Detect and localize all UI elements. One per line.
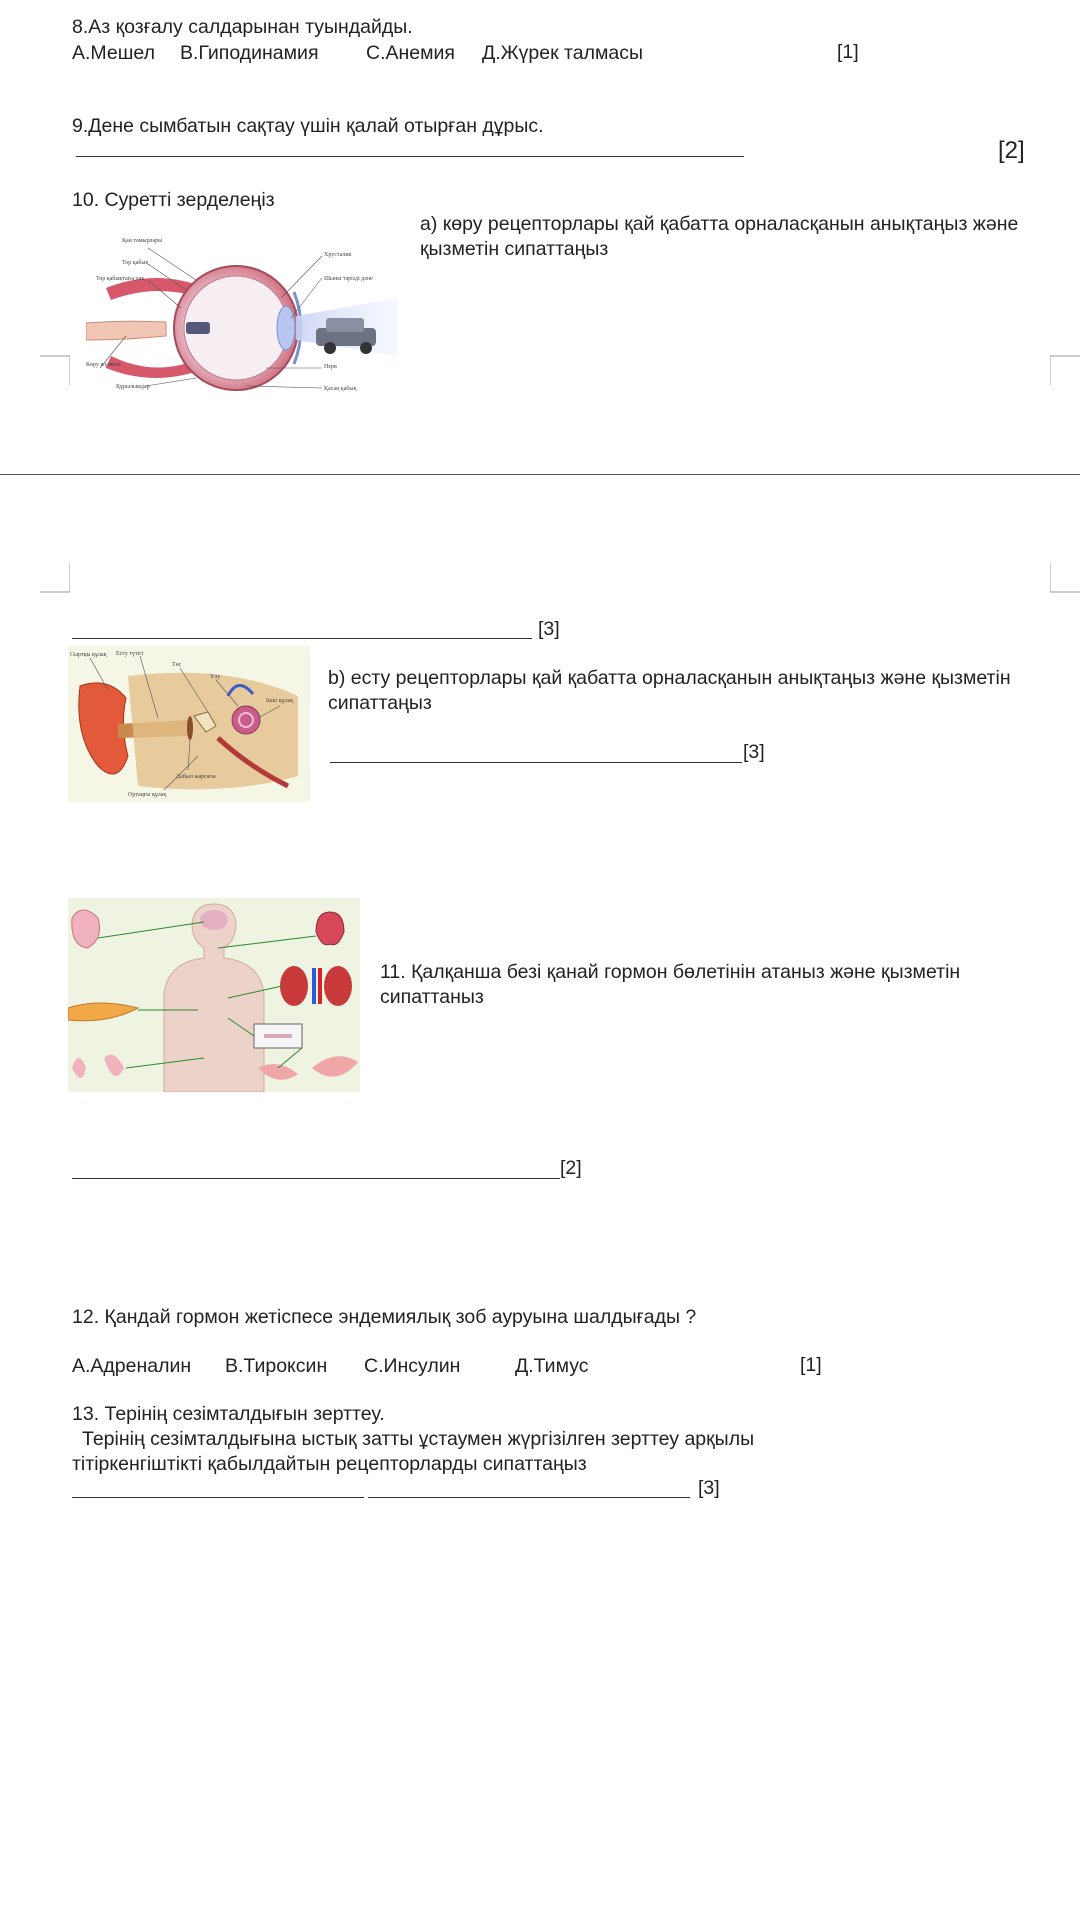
crop-mark-right xyxy=(1050,355,1080,385)
q10-b-mark: [3] xyxy=(743,741,765,763)
crop-mark-left xyxy=(40,355,70,385)
eye-label-3: Тор қабықтағы дақ xyxy=(96,276,145,282)
q10-a-mark: [3] xyxy=(538,618,560,640)
endocrine-diagram-svg xyxy=(68,898,360,1092)
ear-label-5: Дабыл жарғағы xyxy=(176,774,216,780)
eye-label-6: Хрусталик xyxy=(324,252,352,258)
q11-mark: [2] xyxy=(560,1157,582,1179)
q10-a-text: а) көру рецепторлары қай қабатта орналасқанын анықтаңыз және қызметін сипаттаңыз xyxy=(420,213,1019,260)
ear-label-7: Ішкі құлақ xyxy=(266,698,294,704)
q12-mark: [1] xyxy=(800,1354,822,1376)
crop-mark-right-top xyxy=(1050,563,1080,593)
q8-option-b: В.Гиподинамия xyxy=(180,42,319,64)
q13-title: 13. Терінің сезімталдығын зерттеу. xyxy=(72,1403,385,1425)
ear-label-2: Есту түтігі xyxy=(116,651,144,657)
q8-option-c: С.Анемия xyxy=(366,42,455,64)
q12-option-d: Д.Тимус xyxy=(515,1355,589,1377)
q9-answer-line[interactable] xyxy=(76,156,744,157)
q13-line2: тітіркенгіштікті қабылдайтын рецепторларды сипаттаңыз xyxy=(72,1453,587,1475)
eye-label-4: Көру жүйкесі xyxy=(86,362,121,368)
ear-label-4: Ұлу xyxy=(210,674,221,680)
q13-answer-line-2[interactable] xyxy=(368,1497,690,1498)
q11-answer-line[interactable] xyxy=(72,1178,560,1179)
ear-label-6: Ортаңғы құлақ xyxy=(128,792,167,798)
q10-b-answer-line[interactable] xyxy=(330,762,742,763)
eye-label-1: Қан тамырлары xyxy=(122,238,163,244)
eye-label-5: Құрылымдар xyxy=(116,384,150,390)
ear-diagram xyxy=(68,646,310,802)
ear-label-1: Сыртқы құлақ xyxy=(70,652,107,658)
q9-mark: [2] xyxy=(998,137,1025,164)
q8-text: 8.Аз қозғалу салдарынан туындайды. xyxy=(72,16,413,38)
q11-text: 11. Қалқанша безі қанай гормон бөлетінін атаныз және қызметін сипаттаныз xyxy=(380,961,961,1008)
ear-diagram-svg xyxy=(68,646,310,802)
q10-a-answer-line[interactable] xyxy=(72,638,532,639)
eye-label-2: Тор қабық xyxy=(122,260,149,266)
eye-label-7: Шыны тәрізді дене xyxy=(324,276,373,282)
q12-option-c: С.Инсулин xyxy=(364,1355,461,1377)
q13-line1: Терінің сезімталдығына ыстық затты ұстаумен жүргізілген зерттеу арқылы xyxy=(82,1428,755,1450)
q12-option-b: В.Тироксин xyxy=(225,1355,328,1377)
q8-option-d: Д.Жүрек талмасы xyxy=(482,42,643,64)
page-separator xyxy=(0,474,1080,475)
q13-answer-line-1[interactable] xyxy=(72,1497,364,1498)
q12-text: 12. Қандай гормон жетіспесе эндемиялық зоб ауруына шалдығады ? xyxy=(72,1306,697,1328)
ear-label-3: Төс xyxy=(172,662,182,668)
eye-diagram xyxy=(86,228,398,400)
q10-b-text: b) есту рецепторлары қай қабатта орналасқанын анықтаңыз және қызметін сипаттаңыз xyxy=(328,667,1011,714)
q8-option-a: А.Мешел xyxy=(72,42,155,64)
endocrine-diagram xyxy=(68,898,360,1092)
q10-title: 10. Суретті зерделеңіз xyxy=(72,189,275,211)
q9-text: 9.Дене сымбатын сақтау үшін қалай отырған дұрыс. xyxy=(72,115,544,137)
q8-mark: [1] xyxy=(837,41,859,63)
eye-label-9: Қасаң қабық xyxy=(324,386,357,392)
crop-mark-left-top xyxy=(40,563,70,593)
q12-option-a: А.Адреналин xyxy=(72,1355,192,1377)
q13-mark: [3] xyxy=(698,1477,720,1499)
eye-diagram-svg xyxy=(86,228,398,400)
eye-label-8: Нерв xyxy=(324,364,337,370)
